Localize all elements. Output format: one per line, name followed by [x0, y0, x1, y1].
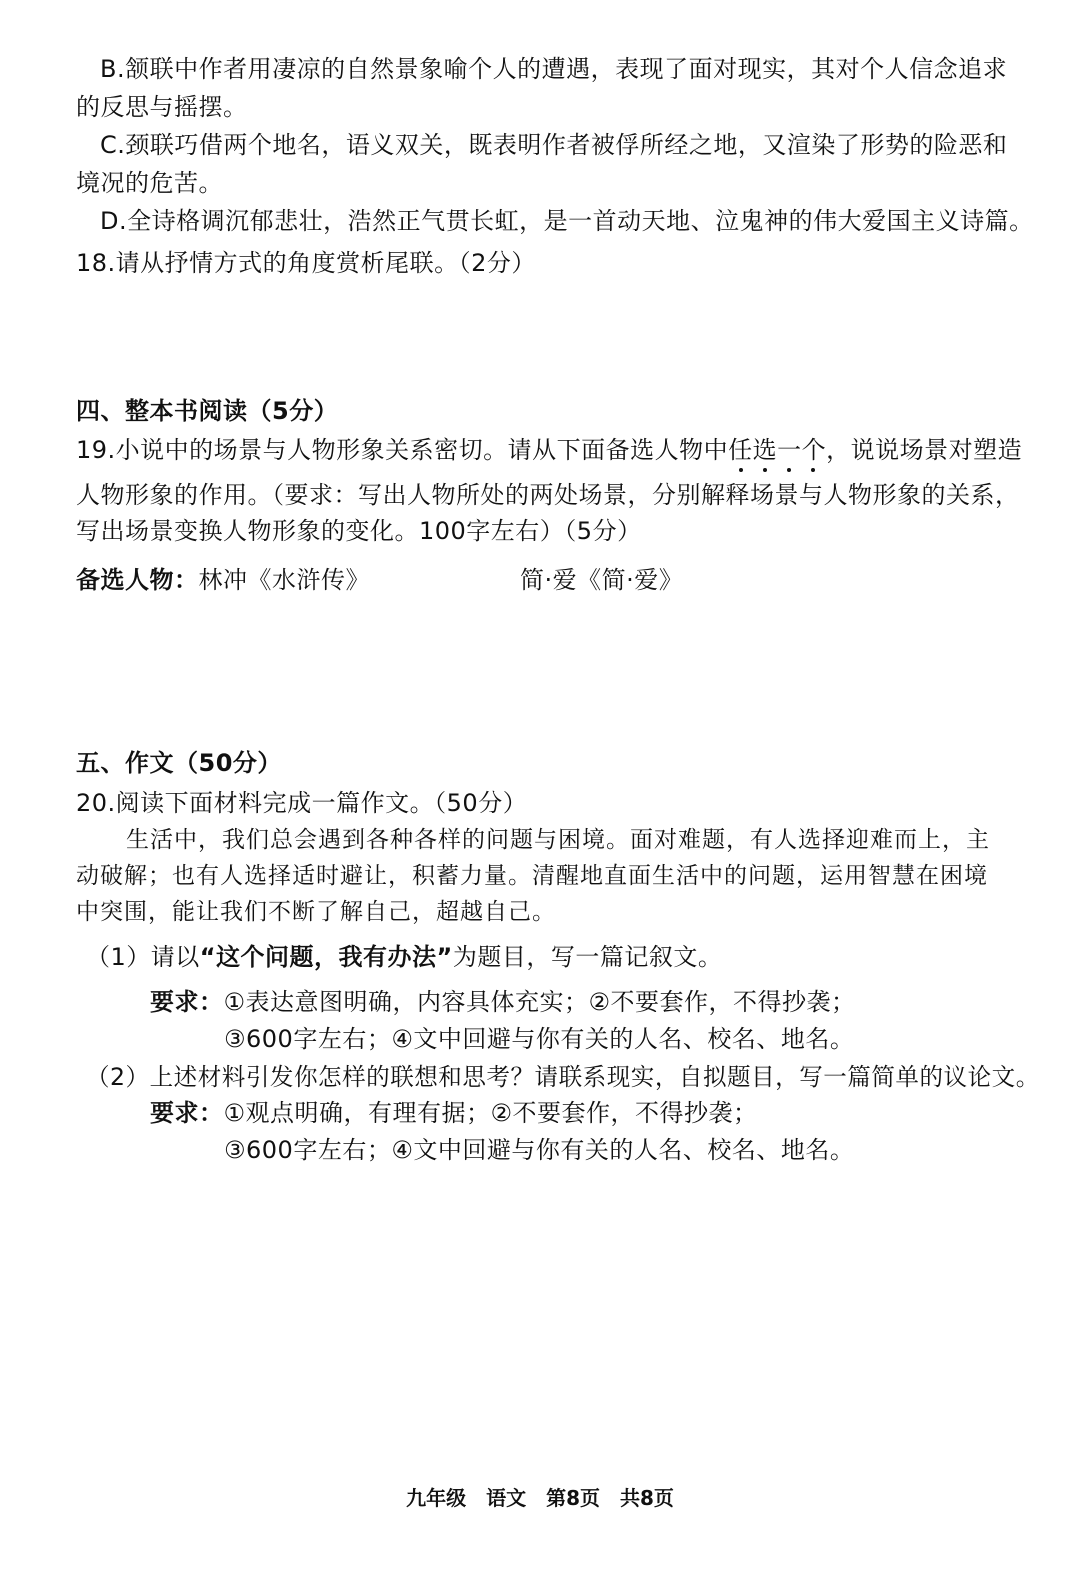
footer-subject: 语文 — [486, 1486, 527, 1510]
q19-text-c: ，说说场景对塑造 — [826, 436, 1023, 464]
question-19-line2: 人物形象的作用。（要求：写出人物所处的两处场景，分别解释场景与人物形象的关系， — [76, 481, 1020, 509]
task-1-req-line1: ①表达意图明确，内容具体充实；②不要套作，不得抄袭； — [223, 988, 856, 1016]
option-c-line1: C.颈联巧借两个地名，语义双关，既表明作者被俘所经之地，又渲染了形势的险恶和 — [100, 131, 1008, 159]
section-4-heading: 四、整本书阅读（5分） — [76, 397, 339, 425]
section-5-heading: 五、作文（50分） — [76, 749, 282, 777]
material-line3: 中突围，能让我们不断了解自己，超越自己。 — [76, 899, 556, 925]
task-1-requirements — [150, 985, 856, 1019]
candidate-1: 林冲《水浒传》 — [198, 566, 370, 594]
task-2: （2）上述材料引发你怎样的联想和思考？请联系现实，自拟题目，写一篇简单的议论文。 — [86, 1063, 1040, 1091]
question-20: 20.阅读下面材料完成一篇作文。（50分） — [76, 789, 528, 817]
task-1-req-line2: ③600字左右；④文中回避与你有关的人名、校名、地名。 — [224, 1025, 855, 1053]
footer-page: 第8页 — [546, 1486, 600, 1510]
task-2-req-line2: ③600字左右；④文中回避与你有关的人名、校名、地名。 — [224, 1136, 855, 1164]
material-line1: 生活中，我们总会遇到各种各样的问题与困境。面对难题，有人选择迎难而上，主 — [126, 827, 990, 853]
q19-text-a: 19.小说中的场景与人物形象关系密切。请从下面备选人物中 — [76, 436, 729, 464]
option-c-line2: 境况的危苦。 — [76, 169, 223, 197]
question-19-line3: 写出场景变换人物形象的变化。100字左右）（5分） — [76, 517, 642, 545]
task-2-requirements — [150, 1096, 758, 1130]
task-1-req-label: 要求： — [150, 988, 224, 1016]
option-b-line1: B.颔联中作者用凄凉的自然景象喻个人的遭遇，表现了面对现实，其对个人信念追求 — [100, 55, 1008, 83]
question-19-line1 — [76, 433, 1022, 467]
task-2-req-line1: ①观点明确，有理有据；②不要套作，不得抄袭； — [223, 1099, 758, 1127]
option-b-line2: 的反思与摇摆。 — [76, 93, 248, 121]
question-18: 18.请从抒情方式的角度赏析尾联。（2分） — [76, 249, 536, 277]
task-1-suffix: 为题目，写一篇记叙文。 — [452, 943, 723, 971]
page-footer — [0, 1484, 1080, 1512]
footer-grade: 九年级 — [406, 1486, 467, 1510]
q19-emphasis: 任选一个 — [728, 436, 827, 464]
candidates-label: 备选人物： — [76, 566, 199, 594]
task-1-prefix: （1）请以 — [86, 943, 200, 971]
task-1-title: “这个问题，我有办法” — [199, 943, 453, 971]
footer-total: 共8页 — [620, 1486, 674, 1510]
candidates-row — [76, 563, 370, 597]
candidate-2: 简·爱《简·爱》 — [520, 566, 684, 594]
option-d: D.全诗格调沉郁悲壮，浩然正气贯长虹，是一首动天地、泣鬼神的伟大爱国主义诗篇。 — [100, 207, 1034, 235]
material-line2: 动破解；也有人选择适时避让，积蓄力量。清醒地直面生活中的问题，运用智慧在困境 — [76, 863, 988, 889]
task-2-req-label: 要求： — [150, 1099, 224, 1127]
task-1 — [86, 940, 722, 974]
